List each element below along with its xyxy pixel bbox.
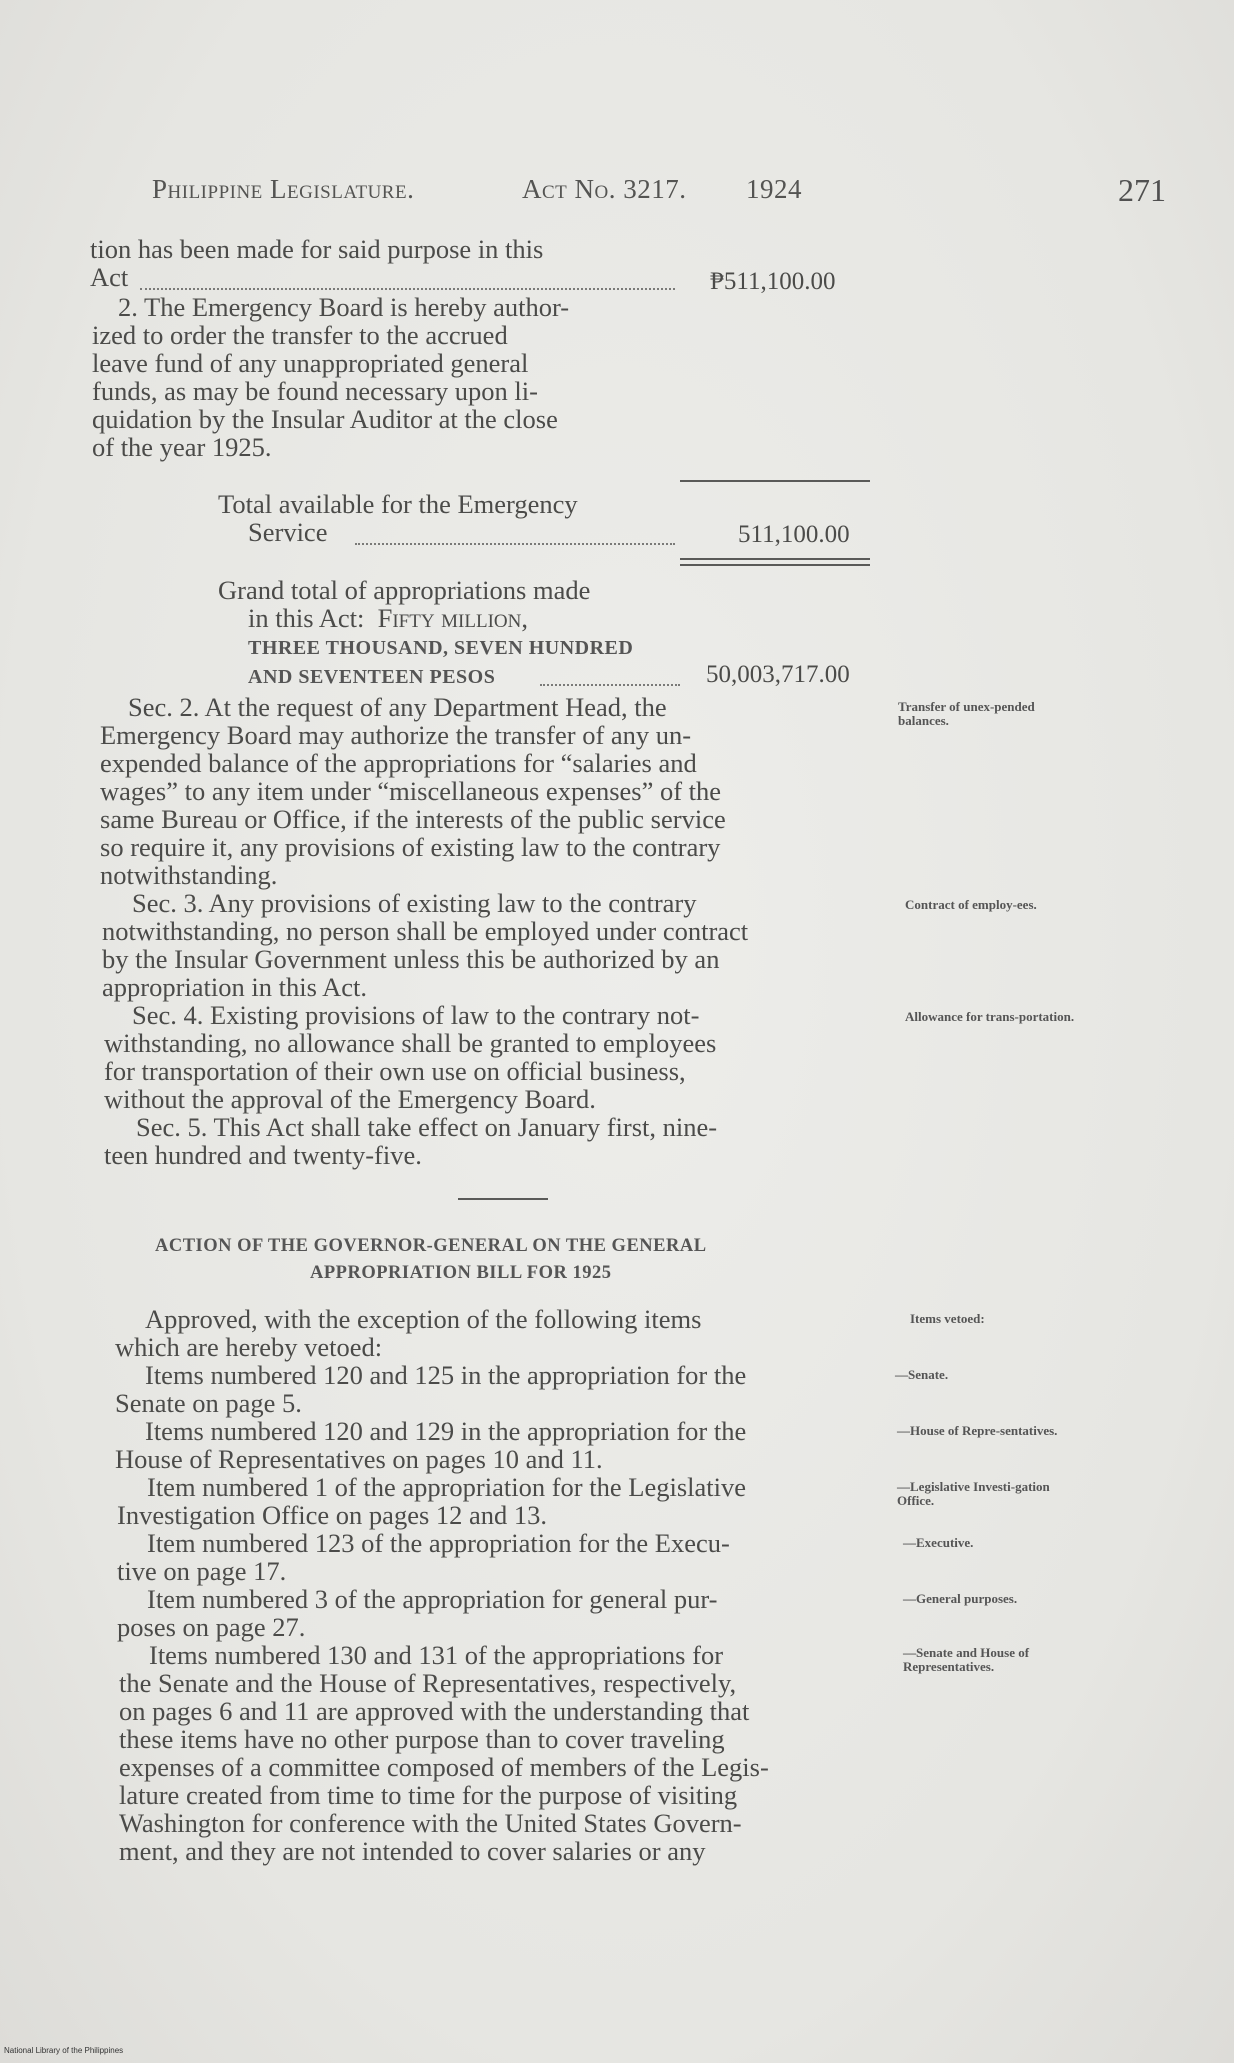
text-line: Investigation Office on pages 12 and 13. <box>117 1500 548 1530</box>
margin-note-transfer: Transfer of unex-pended balances. <box>898 699 1035 728</box>
text-line: for transportation of their own use on official business, <box>104 1056 686 1086</box>
margin-note-senate-house: —Senate and House of Representatives. <box>903 1645 1030 1674</box>
text-line: 2. The Emergency Board is hereby author- <box>118 292 570 322</box>
text-line: Service <box>248 517 328 547</box>
text-line: the Senate and the House of Representatives, respectively, <box>119 1668 737 1698</box>
scan-footer: National Library of the Philippines <box>4 2046 124 2055</box>
text-line: Sec. 2. At the request of any Department Head, the <box>128 692 667 722</box>
margin-note-senate: —Senate. <box>895 1367 949 1382</box>
text-line: teen hundred and twenty-five. <box>104 1140 422 1170</box>
double-rule-bottom <box>680 564 870 566</box>
text-line: ment, and they are not intended to cover salaries or any <box>119 1836 706 1866</box>
text-line: House of Representatives on pages 10 and 11. <box>115 1444 603 1474</box>
text-line: Sec. 5. This Act shall take effect on January first, nine- <box>136 1112 718 1142</box>
text-line: appropriation in this Act. <box>102 972 367 1002</box>
running-header-year: 1924 <box>746 174 802 204</box>
text-line: of the year 1925. <box>92 432 272 462</box>
text-line: lature created from time to time for the purpose of visiting <box>119 1780 738 1810</box>
text-line: in this Act: Fifty million, <box>248 603 528 633</box>
text-line: withstanding, no allowance shall be granted to employees <box>104 1028 717 1058</box>
text-line: notwithstanding, no person shall be employed under contract <box>102 916 749 946</box>
text-line: Items numbered 120 and 129 in the appropriation for the <box>145 1416 747 1446</box>
text-line: same Bureau or Office, if the interests of the public service <box>100 804 726 834</box>
running-header-title: Philippine Legislature. <box>152 174 415 204</box>
text-line: Sec. 4. Existing provisions of law to the contrary not- <box>132 1000 700 1030</box>
text-line: by the Insular Government unless this be authorized by an <box>102 944 720 974</box>
text-line: tive on page 17. <box>117 1556 287 1586</box>
leader-dots <box>355 543 675 545</box>
text-line: quidation by the Insular Auditor at the close <box>92 404 558 434</box>
text-line: Total available for the Emergency <box>218 489 578 519</box>
text-line: Sec. 3. Any provisions of existing law to the contrary <box>132 888 697 918</box>
amount: ₱511,100.00 <box>710 268 836 295</box>
text-line: funds, as may be found necessary upon li- <box>92 376 538 406</box>
text-line: expenses of a committee composed of members of the Legis- <box>119 1752 769 1782</box>
text-line: tion has been made for said purpose in this <box>90 234 544 264</box>
double-rule-top <box>680 558 870 560</box>
margin-note-items-vetoed: Items vetoed: <box>910 1311 985 1326</box>
leader-dots <box>540 684 680 686</box>
text-line: ized to order the transfer to the accrued <box>92 320 508 350</box>
text-line: AND SEVENTEEN PESOS <box>248 666 496 688</box>
amount: 50,003,717.00 <box>706 661 850 688</box>
text-line: on pages 6 and 11 are approved with the understanding that <box>119 1696 750 1726</box>
text-line: notwithstanding. <box>100 860 278 890</box>
text-line: so require it, any provisions of existing law to the contrary <box>100 832 721 862</box>
page-number: 271 <box>1118 172 1166 208</box>
text-line: without the approval of the Emergency Board. <box>104 1084 596 1114</box>
text-line: Senate on page 5. <box>115 1388 302 1418</box>
margin-note-contract: Contract of employ-ees. <box>905 897 1037 912</box>
text-line: poses on page 27. <box>117 1612 306 1642</box>
margin-note-allowance: Allowance for trans-portation. <box>905 1009 1075 1024</box>
text-line: Approved, with the exception of the following items <box>145 1304 702 1334</box>
text-line: these items have no other purpose than to cover traveling <box>119 1724 725 1754</box>
sum-rule <box>680 480 870 482</box>
text-line: Act <box>90 262 129 292</box>
text-line: Item numbered 123 of the appropriation for the Execu- <box>147 1528 730 1558</box>
leader-dots <box>140 288 675 290</box>
text-line: wages” to any item under “miscellaneous expenses” of the <box>100 776 722 806</box>
action-heading-line2: APPROPRIATION BILL FOR 1925 <box>310 1263 612 1283</box>
action-heading-line1: ACTION OF THE GOVERNOR-GENERAL ON THE GENERAL <box>155 1236 707 1256</box>
text-line: Grand total of appropriations made <box>218 575 591 605</box>
text-line: which are hereby vetoed: <box>115 1332 383 1362</box>
text-line: Item numbered 1 of the appropriation for the Legislative <box>147 1472 746 1502</box>
section-divider <box>458 1198 548 1200</box>
text-line: Item numbered 3 of the appropriation for general pur- <box>147 1584 718 1614</box>
text-line: expended balance of the appropriations for “salaries and <box>100 748 697 778</box>
amount: 511,100.00 <box>738 521 850 548</box>
running-header-act: Act No. 3217. <box>522 174 687 204</box>
margin-note-house: —House of Repre-sentatives. <box>897 1423 1058 1438</box>
text-line: Items numbered 130 and 131 of the appropriations for <box>149 1640 724 1670</box>
margin-note-legislative: —Legislative Investi-gation Office. <box>897 1479 1050 1508</box>
text-line: Emergency Board may authorize the transfer of any un- <box>100 720 692 750</box>
margin-note-general: —General purposes. <box>903 1591 1018 1606</box>
text-line: Washington for conference with the United States Govern- <box>119 1808 742 1838</box>
text-line: Items numbered 120 and 125 in the appropriation for the <box>145 1360 747 1390</box>
margin-note-executive: —Executive. <box>903 1535 974 1550</box>
text-line: leave fund of any unappropriated general <box>92 348 529 378</box>
text-line: THREE THOUSAND, SEVEN HUNDRED <box>248 637 634 659</box>
